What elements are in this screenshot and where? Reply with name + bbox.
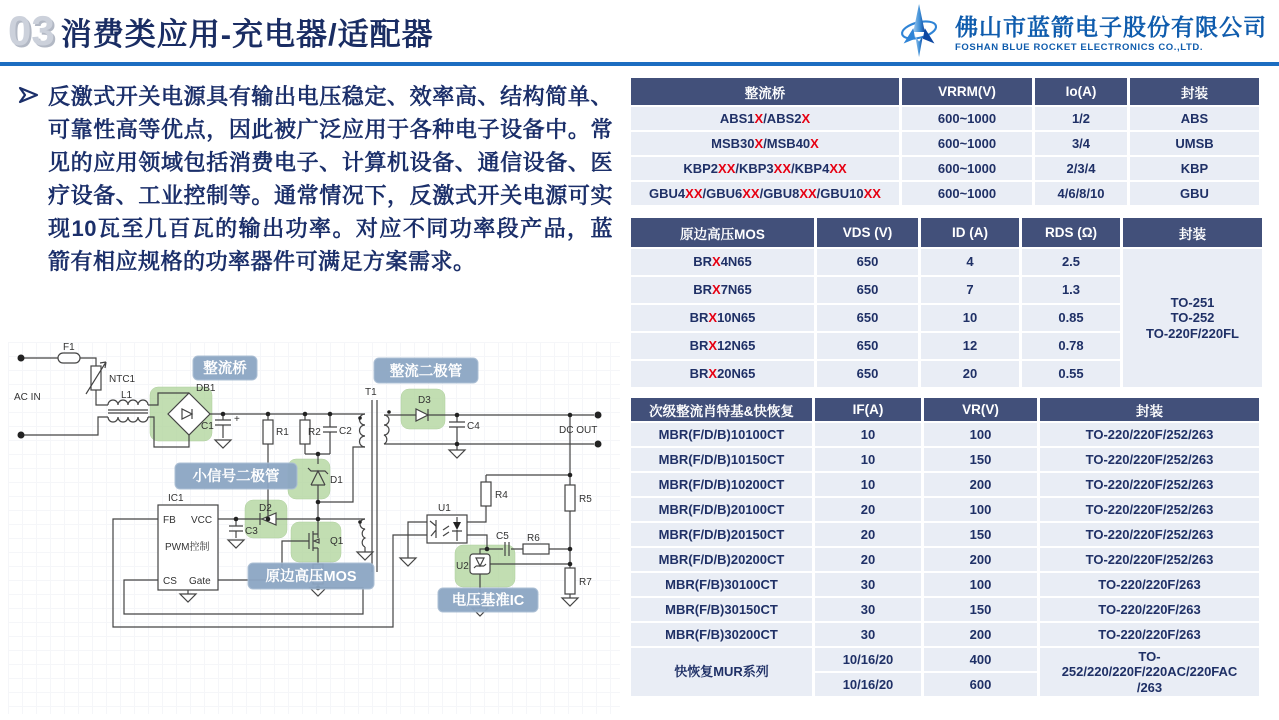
table-header-row bbox=[631, 78, 1259, 105]
svg-text:C4: C4 bbox=[467, 421, 480, 432]
table-header-row bbox=[631, 218, 1262, 247]
table-row bbox=[631, 157, 1259, 180]
svg-text:AC IN: AC IN bbox=[14, 392, 41, 403]
table-cell: 600~1000 bbox=[902, 132, 1032, 155]
intro-block bbox=[18, 80, 618, 278]
table-row bbox=[631, 623, 1259, 646]
table-cell: 100 bbox=[924, 573, 1037, 596]
table-row bbox=[631, 132, 1259, 155]
svg-text:D3: D3 bbox=[418, 395, 431, 406]
column-header: 封装 bbox=[1130, 78, 1259, 105]
table-cell: 200 bbox=[924, 473, 1037, 496]
column-header: VDS (V) bbox=[817, 218, 918, 247]
dc-terminal bbox=[595, 412, 602, 419]
svg-text:R5: R5 bbox=[579, 494, 592, 505]
table-cell: 600 bbox=[924, 673, 1037, 696]
column-header: VR(V) bbox=[924, 398, 1037, 421]
table-cell: 4 bbox=[921, 249, 1019, 275]
highlighted-suffix: X bbox=[801, 110, 811, 126]
column-header: 原边高压MOS bbox=[631, 218, 814, 247]
highlighted-suffix: X bbox=[754, 110, 764, 126]
svg-text:Gate: Gate bbox=[189, 576, 211, 587]
table-cell: BRX4N65 bbox=[631, 249, 814, 275]
product-tables bbox=[628, 76, 1268, 698]
table-cell: 200 bbox=[924, 623, 1037, 646]
svg-text:U2: U2 bbox=[456, 561, 469, 572]
table-cell: 0.85 bbox=[1022, 305, 1120, 331]
svg-text:FB: FB bbox=[163, 515, 176, 526]
highlighted-suffix: XX bbox=[863, 185, 881, 201]
table-cell: MBR(F/D/B)10100CT bbox=[631, 423, 812, 446]
svg-text:+: + bbox=[234, 414, 240, 425]
table-cell: TO-220/220F/263 bbox=[1040, 573, 1259, 596]
table-cell: 650 bbox=[817, 249, 918, 275]
table-row bbox=[631, 648, 1259, 671]
table-cell: MBR(F/B)30100CT bbox=[631, 573, 812, 596]
highlighted-suffix: XX bbox=[742, 185, 760, 201]
table-cell: TO- 252/220/220F/220AC/220FAC /263 bbox=[1040, 648, 1259, 696]
resistor-r7 bbox=[565, 568, 575, 594]
table-cell: MSB30X/MSB40X bbox=[631, 132, 899, 155]
svg-text:T1: T1 bbox=[365, 387, 377, 398]
resistor-r6 bbox=[523, 544, 549, 554]
svg-text:F1: F1 bbox=[63, 342, 75, 353]
svg-text:U1: U1 bbox=[438, 503, 451, 514]
table-cell: 2/3/4 bbox=[1035, 157, 1127, 180]
cap-c3 bbox=[229, 526, 243, 531]
svg-text:DC OUT: DC OUT bbox=[559, 425, 598, 436]
svg-text:C1: C1 bbox=[201, 421, 214, 432]
table-cell: 650 bbox=[817, 333, 918, 359]
svg-text:小信号二极管: 小信号二极管 bbox=[192, 469, 280, 485]
table-cell: UMSB bbox=[1130, 132, 1259, 155]
table-cell: 0.55 bbox=[1022, 361, 1120, 387]
highlighted-suffix: X bbox=[708, 310, 718, 326]
table-cell: BRX7N65 bbox=[631, 277, 814, 303]
svg-text:C2: C2 bbox=[339, 426, 352, 437]
table-cell: TO-220/220F/252/263 bbox=[1040, 423, 1259, 446]
primary-hv-mos-table bbox=[628, 216, 1265, 389]
table-cell: BRX10N65 bbox=[631, 305, 814, 331]
svg-text:PWM控制: PWM控制 bbox=[165, 542, 210, 553]
highlighted-suffix: X bbox=[810, 135, 819, 151]
table-cell: 0.78 bbox=[1022, 333, 1120, 359]
resistor-r4 bbox=[481, 482, 491, 506]
cap-c2 bbox=[323, 427, 337, 432]
highlighted-suffix: XX bbox=[773, 160, 792, 176]
table-cell: GBU bbox=[1130, 182, 1259, 205]
table-cell: 10 bbox=[815, 423, 921, 446]
highlighted-suffix: XX bbox=[685, 185, 703, 201]
table-cell: 30 bbox=[815, 573, 921, 596]
highlighted-suffix: XX bbox=[799, 185, 817, 201]
table-row bbox=[631, 182, 1259, 205]
page-title: 消费类应用-充电器/适配器 bbox=[60, 16, 434, 52]
table-cell: 7 bbox=[921, 277, 1019, 303]
table-cell: TO-251 TO-252 TO-220F/220FL bbox=[1123, 249, 1262, 387]
svg-text:NTC1: NTC1 bbox=[109, 374, 136, 385]
table-cell: ABS bbox=[1130, 107, 1259, 130]
table-cell: 600~1000 bbox=[902, 107, 1032, 130]
resistor-r1 bbox=[263, 420, 273, 444]
table-row bbox=[631, 598, 1259, 621]
table-header-row bbox=[631, 398, 1259, 421]
table-row bbox=[631, 423, 1259, 446]
table-cell: KBP2XX/KBP3XX/KBP4XX bbox=[631, 157, 899, 180]
table-cell: 650 bbox=[817, 277, 918, 303]
table-cell: 20 bbox=[921, 361, 1019, 387]
table-cell: MBR(F/B)30150CT bbox=[631, 598, 812, 621]
table-cell: 10/16/20 bbox=[815, 673, 921, 696]
svg-text:D1: D1 bbox=[330, 475, 343, 486]
table-cell: 650 bbox=[817, 305, 918, 331]
table-cell: TO-220/220F/252/263 bbox=[1040, 523, 1259, 546]
highlighted-suffix: X bbox=[712, 282, 721, 298]
svg-text:CS: CS bbox=[163, 576, 177, 587]
column-header: IF(A) bbox=[815, 398, 921, 421]
optocoupler-u1 bbox=[427, 515, 467, 543]
table-row bbox=[631, 548, 1259, 571]
vref-u2 bbox=[470, 554, 490, 574]
table-row bbox=[631, 448, 1259, 471]
svg-text:原边高压MOS: 原边高压MOS bbox=[265, 569, 357, 585]
highlighted-suffix: X bbox=[754, 135, 764, 151]
arrow-bullet-icon bbox=[18, 80, 48, 278]
cap-c4 bbox=[449, 422, 465, 427]
resistor-r5 bbox=[565, 485, 575, 511]
company-logo bbox=[891, 3, 1267, 64]
table-cell: MBR(F/B)30200CT bbox=[631, 623, 812, 646]
table-cell: 20 bbox=[815, 523, 921, 546]
highlighted-suffix: X bbox=[708, 338, 718, 354]
svg-text:R2: R2 bbox=[308, 427, 321, 438]
column-header: 次级整流肖特基&快恢复 bbox=[631, 398, 812, 421]
page-number: 03 bbox=[8, 7, 55, 54]
intro-paragraph: 反激式开关电源具有输出电压稳定、效率高、结构简单、可靠性高等优点，因此被广泛应用于各种电子设备中。常见的应用领域包括消费电子、计算机设备、通信设备、医疗设备、工业控制等。通常情况下，反激式开关电源可实现10瓦至几百瓦的输出功率。对应不同功率段产品，蓝箭有相应规格的功率器件可满足方案需求。 bbox=[48, 84, 613, 274]
table-cell: TO-220/220F/252/263 bbox=[1040, 473, 1259, 496]
table-cell: MBR(F/D/B)20100CT bbox=[631, 498, 812, 521]
svg-text:D2: D2 bbox=[259, 503, 272, 514]
table-cell: TO-220/220F/252/263 bbox=[1040, 448, 1259, 471]
table-cell: 100 bbox=[924, 498, 1037, 521]
table-cell: KBP bbox=[1130, 157, 1259, 180]
table-cell: 10/16/20 bbox=[815, 648, 921, 671]
table-cell: BRX12N65 bbox=[631, 333, 814, 359]
svg-text:DB1: DB1 bbox=[196, 383, 216, 394]
table-cell: 150 bbox=[924, 448, 1037, 471]
table-cell: GBU4XX/GBU6XX/GBU8XX/GBU10XX bbox=[631, 182, 899, 205]
table-cell: 1/2 bbox=[1035, 107, 1127, 130]
table-cell: MBR(F/D/B)10150CT bbox=[631, 448, 812, 471]
svg-text:R7: R7 bbox=[579, 577, 592, 588]
table-cell: 150 bbox=[924, 523, 1037, 546]
table-cell: BRX20N65 bbox=[631, 361, 814, 387]
svg-text:R6: R6 bbox=[527, 533, 540, 544]
secondary-schottky-table bbox=[628, 396, 1262, 698]
ac-terminal bbox=[18, 355, 25, 362]
rocket-logo-icon bbox=[891, 3, 949, 64]
svg-text:VCC: VCC bbox=[191, 515, 213, 526]
svg-text:R4: R4 bbox=[495, 490, 508, 501]
table-cell: 4/6/8/10 bbox=[1035, 182, 1127, 205]
table-row bbox=[631, 107, 1259, 130]
highlighted-suffix: X bbox=[712, 254, 721, 270]
column-header: ID (A) bbox=[921, 218, 1019, 247]
svg-text:整流二极管: 整流二极管 bbox=[389, 364, 463, 380]
table-row bbox=[631, 249, 1262, 275]
table-cell: ABS1X/ABS2X bbox=[631, 107, 899, 130]
column-header: Io(A) bbox=[1035, 78, 1127, 105]
table-cell: TO-220/220F/263 bbox=[1040, 598, 1259, 621]
table-cell: 快恢复MUR系列 bbox=[631, 648, 812, 696]
svg-text:Q1: Q1 bbox=[330, 536, 344, 547]
table-cell: 3/4 bbox=[1035, 132, 1127, 155]
table-cell: 1.3 bbox=[1022, 277, 1120, 303]
table-cell: 12 bbox=[921, 333, 1019, 359]
table-cell: 2.5 bbox=[1022, 249, 1120, 275]
svg-text:IC1: IC1 bbox=[168, 493, 184, 504]
table-cell: 600~1000 bbox=[902, 157, 1032, 180]
table-cell: 10 bbox=[815, 448, 921, 471]
column-header: VRRM(V) bbox=[902, 78, 1032, 105]
column-header: RDS (Ω) bbox=[1022, 218, 1120, 247]
highlighted-suffix: X bbox=[708, 366, 718, 382]
cap-c1 bbox=[215, 420, 231, 425]
table-cell: TO-220/220F/252/263 bbox=[1040, 548, 1259, 571]
column-header: 整流桥 bbox=[631, 78, 899, 105]
table-cell: 20 bbox=[815, 548, 921, 571]
table-cell: 150 bbox=[924, 598, 1037, 621]
table-row bbox=[631, 498, 1259, 521]
fuse-f1 bbox=[58, 353, 80, 363]
table-cell: TO-220/220F/263 bbox=[1040, 623, 1259, 646]
table-cell: 20 bbox=[815, 498, 921, 521]
table-row bbox=[631, 573, 1259, 596]
header-divider bbox=[0, 62, 1279, 66]
table-cell: 600~1000 bbox=[902, 182, 1032, 205]
svg-text:L1: L1 bbox=[121, 390, 133, 401]
column-header: 封装 bbox=[1123, 218, 1262, 247]
svg-text:R1: R1 bbox=[276, 427, 289, 438]
svg-text:电压基准IC: 电压基准IC bbox=[451, 593, 525, 609]
circuit-diagram bbox=[8, 342, 620, 714]
table-cell: 650 bbox=[817, 361, 918, 387]
highlighted-suffix: XX bbox=[829, 160, 847, 176]
table-cell: MBR(F/D/B)10200CT bbox=[631, 473, 812, 496]
company-name-cn: 佛山市蓝箭电子股份有限公司 bbox=[955, 14, 1267, 41]
column-header: 封装 bbox=[1040, 398, 1259, 421]
table-row bbox=[631, 523, 1259, 546]
table-cell: 10 bbox=[815, 473, 921, 496]
highlighted-suffix: XX bbox=[718, 160, 736, 176]
table-cell: TO-220/220F/252/263 bbox=[1040, 498, 1259, 521]
table-cell: MBR(F/D/B)20200CT bbox=[631, 548, 812, 571]
transformer-t1 bbox=[358, 400, 391, 572]
table-cell: 400 bbox=[924, 648, 1037, 671]
table-cell: 200 bbox=[924, 548, 1037, 571]
table-cell: MBR(F/D/B)20150CT bbox=[631, 523, 812, 546]
table-cell: 30 bbox=[815, 623, 921, 646]
company-name-en: FOSHAN BLUE ROCKET ELECTRONICS CO.,LTD. bbox=[955, 41, 1204, 53]
dc-terminal bbox=[595, 441, 602, 448]
svg-text:C5: C5 bbox=[496, 531, 509, 542]
rectifier-bridge-table bbox=[628, 76, 1262, 207]
ntc1-thermistor bbox=[86, 362, 106, 394]
table-cell: 30 bbox=[815, 598, 921, 621]
table-row bbox=[631, 473, 1259, 496]
choke-l1 bbox=[108, 400, 148, 422]
ac-terminal bbox=[18, 432, 25, 439]
table-cell: 10 bbox=[921, 305, 1019, 331]
svg-text:C3: C3 bbox=[245, 526, 258, 537]
table-cell: 100 bbox=[924, 423, 1037, 446]
svg-text:整流桥: 整流桥 bbox=[203, 361, 247, 377]
